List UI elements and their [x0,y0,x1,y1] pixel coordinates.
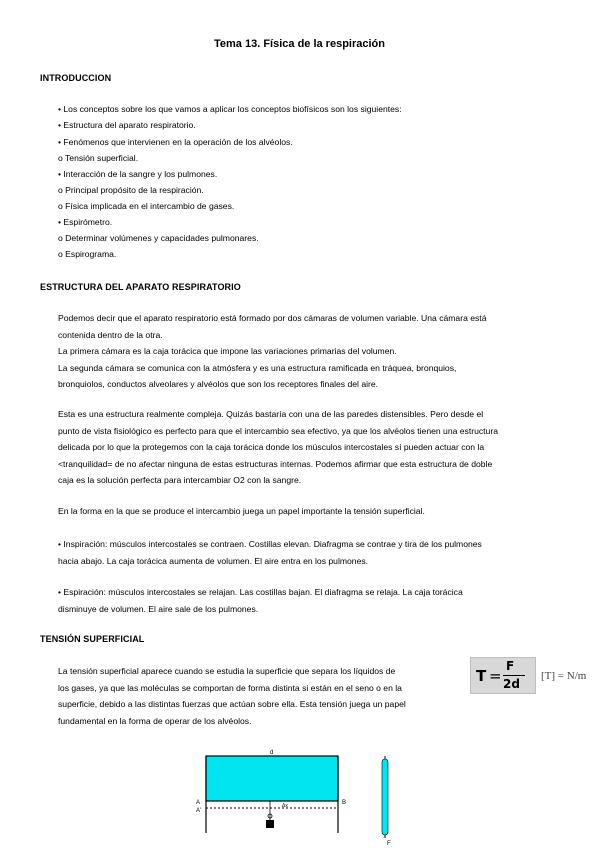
text-line: La primera cámara es la caja torácica que impone las variaciones primarias del volumen. [58,346,397,357]
text-line: contenida dentro de la otra. [58,329,163,340]
label-d: d [270,750,274,756]
text-line: • Espiración: músculos intercostales se relajan. Las costillas bajan. El diafragma se relaja. La caja torácica [58,587,463,597]
paragraph-estructura-1 [58,310,553,393]
text-line: bronquiolos, conductos alveolares y alvéolos que son los receptores finales del aire. [58,379,379,390]
paragraph-inspiracion [58,536,553,569]
formula-numerator: F [506,659,515,673]
text-line: • Inspiración: músculos intercostales se contraen. Costillas elevan. Diafragma se contrae y tira de los pulmones [58,539,482,549]
label-delta-x: Δx [282,803,288,809]
text-line: hacia abajo. La caja torácica aumenta de volumen. El aire entra en los pulmones. [58,555,369,566]
text-line: La tensión superficial aparece cuando se estudia la superficie que separa los líquidos de [58,666,396,676]
list-item: o Tensión superficial. [58,153,139,163]
paragraph-tension [58,663,458,729]
text-line: disminuye de volumen. El aire sale de los pulmones. [58,603,259,614]
formula-t: T [476,667,487,685]
paragraph-espiracion [58,584,553,617]
list-item: o Espirograma. [58,249,117,259]
side-film [382,759,388,835]
text-line: <tranquilidad= de no afectar ninguna de estas estructuras internas. Podemos afirmar que esta estructura de doble [58,458,493,469]
text-line: punto de vista fisiológico es perfecto para que el intercambio sea efectivo, ya que los alvéolos tienen una estructura [58,425,498,436]
label-b: B [342,800,347,806]
text-line: los gases, ya que las moléculas se comportan de forma distinta si están en el seno o en la [58,682,402,693]
liquid-film [206,756,338,801]
paragraph-estructura-3 [58,503,553,520]
formula-units: [T] = N/m [541,670,587,682]
list-item: • Los conceptos sobre los que vamos a aplicar los conceptos biofísicos son los siguientes: [58,104,402,114]
surface-tension-figure [190,748,410,846]
text-line: superficie, debido a las distintas fuerzas que actúan sobre ella. Esta tensión juega un papel [58,699,406,710]
formula-denominator: 2d [503,677,520,691]
list-item: • Fenómenos que intervienen en la operación de los alvéolos. [58,137,293,147]
text-line: Esta es una estructura realmente compleja. Quizás bastaría con una de las paredes distensibles. Pero desde el [58,409,484,419]
text-line: En la forma en la que se produce el intercambio juega un papel importante la tensión superficial. [58,506,425,516]
list-item: o Principal propósito de la respiración. [58,185,204,195]
section-heading-introduccion: INTRODUCCION [40,73,112,83]
text-line: La segunda cámara se comunica con la atmósfera y es una estructura ramificada en tráquea, bronquios, [58,362,457,373]
page-title: Tema 13. Física de la respiración [214,38,385,50]
text-line: Podemos decir que el aparato respiratorio está formado por dos cámaras de volumen variable. Una cámara está [58,313,487,323]
section-heading-tension: TENSIÓN SUPERFICIAL [40,634,145,644]
formula-equals: = [489,667,502,685]
text-line: delicada por lo que la protegemos con la caja torácica donde los músculos intercostales sí pueden actuar con la [58,442,485,453]
weight-block [266,820,274,828]
text-line: fundamental en la forma de operar de los alvéolos. [58,715,252,726]
list-item: • Interacción de la sangre y los pulmones. [58,169,218,179]
list-item: o Determinar volúmenes y capacidades pulmonares. [58,233,259,243]
label-f: F [387,841,391,846]
label-a: A [196,800,201,806]
label-a-prime: A' [196,808,202,814]
list-item: • Espirómetro. [58,217,113,227]
paragraph-estructura-2 [58,406,553,489]
list-item: o Física implicada en el intercambio de gases. [58,201,235,211]
text-line: caja es la solución perfecta para intercambiar O2 con la sangre. [58,475,302,486]
section-heading-estructura: ESTRUCTURA DEL APARATO RESPIRATORIO [40,282,241,292]
formula-box [470,657,536,694]
list-item: • Estructura del aparato respiratorio. [58,120,196,130]
